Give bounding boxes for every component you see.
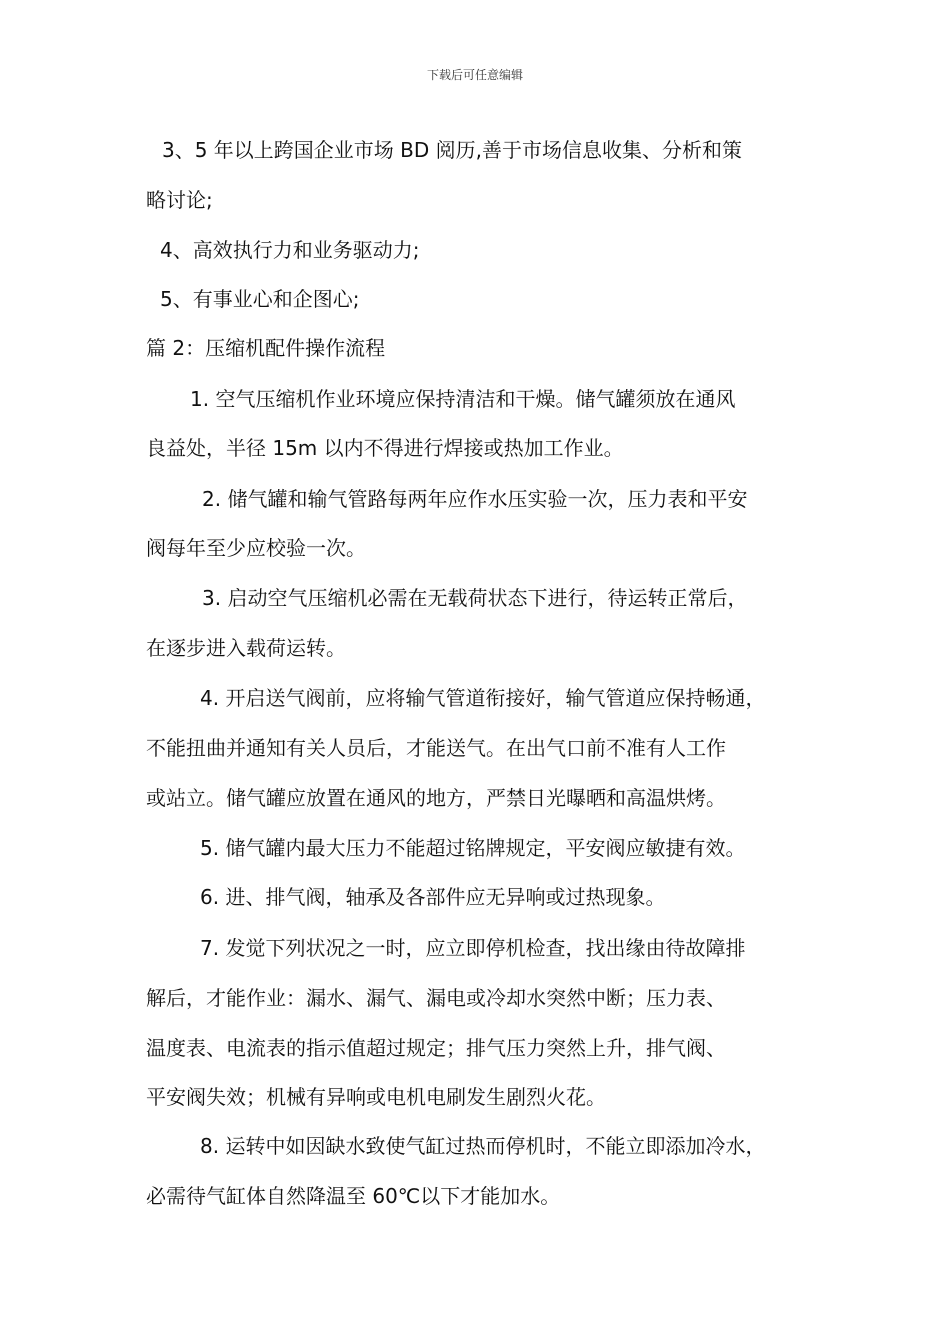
paragraph-line: 平安阀失效；机械有异响或电机电刷发生剧烈火花。 [146,1085,606,1109]
paragraph-line: 3、5 年以上跨国企业市场 BD 阅历,善于市场信息收集、分析和策 [162,138,742,162]
paragraph-line: 3. 启动空气压缩机必需在无载荷状态下进行，待运转正常后， [202,586,748,610]
paragraph-line: 必需待气缸体自然降温至 60℃以下才能加水。 [146,1184,561,1208]
paragraph-line: 或站立。储气罐应放置在通风的地方，严禁日光曝晒和高温烘烤。 [146,786,726,810]
paragraph-line: 4、高效执行力和业务驱动力; [160,238,420,262]
paragraph-line: 1. 空气压缩机作业环境应保持清洁和干燥。储气罐须放在通风 [190,387,736,411]
paragraph-line: 8. 运转中如因缺水致使气缸过热而停机时，不能立即添加冷水， [200,1134,766,1158]
paragraph-line: 6. 进、排气阀，轴承及各部件应无异响或过热现象。 [200,885,666,909]
paragraph-line: 阀每年至少应校验一次。 [146,536,366,560]
paragraph-line: 略讨论; [146,188,213,212]
paragraph-line: 在逐步进入载荷运转。 [146,636,346,660]
paragraph-line: 解后，才能作业：漏水、漏气、漏电或冷却水突然中断；压力表、 [146,986,726,1010]
paragraph-line: 不能扭曲并通知有关人员后，才能送气。在出气口前不准有人工作 [146,736,726,760]
paragraph-line: 良益处，半径 15m 以内不得进行焊接或热加工作业。 [146,436,624,460]
paragraph-line: 2. 储气罐和输气管路每两年应作水压实验一次，压力表和平安 [202,487,748,511]
paragraph-line: 7. 发觉下列状况之一时，应立即停机检查，找出缘由待故障排 [200,936,746,960]
paragraph-line: 5、有事业心和企图心; [160,287,360,311]
section-heading: 篇 2：压缩机配件操作流程 [146,336,386,360]
paragraph-line: 4. 开启送气阀前，应将输气管道衔接好，输气管道应保持畅通， [200,686,766,710]
paragraph-line: 5. 储气罐内最大压力不能超过铭牌规定，平安阀应敏捷有效。 [200,836,746,860]
page-header: 下载后可任意编辑 [426,68,523,82]
paragraph-line: 温度表、电流表的指示值超过规定；排气压力突然上升，排气阀、 [146,1036,726,1060]
